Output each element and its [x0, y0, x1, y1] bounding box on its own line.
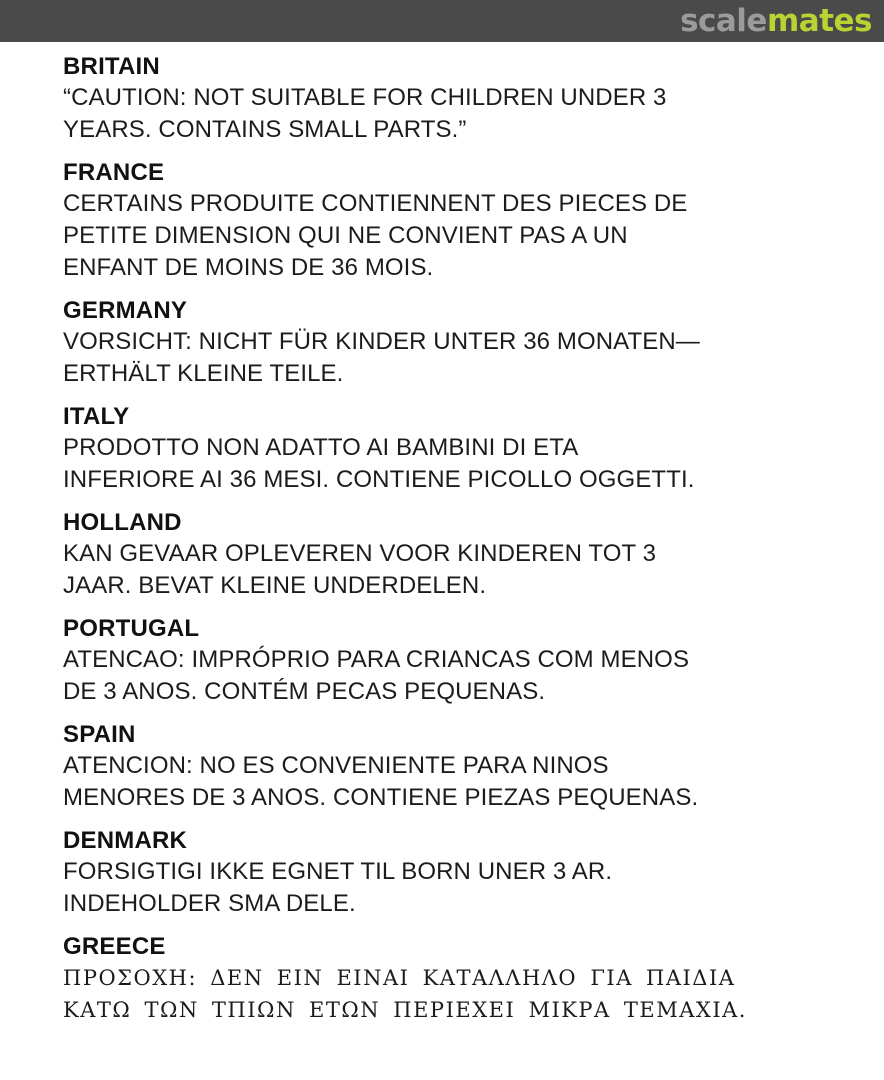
warning-line: ENFANT DE MOINS DE 36 MOIS. [63, 254, 434, 281]
warning-line: YEARS. CONTAINS SMALL PARTS.” [63, 116, 467, 143]
logo-text-mates: mates [766, 3, 872, 39]
warning-line: KAN GEVAAR OPLEVEREN VOOR KINDEREN TOT 3 [63, 540, 657, 567]
warning-line: VORSICHT: NICHT FÜR KINDER UNTER 36 MONATEN— [63, 328, 700, 355]
warning-text [63, 326, 863, 390]
country-heading: BRITAIN [63, 53, 160, 80]
warning-line: PRODOTTO NON ADATTO AI BAMBINI DI ETA [63, 434, 579, 461]
warning-line: ATENCION: NO ES CONVENIENTE PARA NINOS [63, 752, 609, 779]
warning-line: INFERIORE AI 36 MESI. CONTIENE PICOLLO OGGETTI. [63, 466, 695, 493]
warning-document [63, 52, 863, 1038]
section-portugal [63, 614, 863, 708]
section-britain [63, 52, 863, 146]
section-holland [63, 508, 863, 602]
section-denmark [63, 826, 863, 920]
section-spain [63, 720, 863, 814]
warning-line: ERTHÄLT KLEINE TEILE. [63, 360, 344, 387]
warning-line: JAAR. BEVAT KLEINE UNDERDELEN. [63, 572, 487, 599]
warning-line: ΚΑΤΩ ΤΩΝ ΤΠΙΩΝ ΕΤΩΝ ΠΕΡΙΕΧΕΙ ΜΙΚΡΑ ΤΕΜΑΧΙΑ. [63, 998, 747, 1022]
warning-line: PETITE DIMENSION QUI NE CONVIENT PAS A UN [63, 222, 628, 249]
warning-line: FORSIGTIGI IKKE EGNET TIL BORN UNER 3 AR. [63, 858, 613, 885]
header-bar [0, 0, 884, 42]
section-france [63, 158, 863, 284]
section-greece [63, 932, 863, 1026]
country-heading: HOLLAND [63, 509, 182, 536]
warning-line: ΠΡΟΣΟΧΗ: ΔΕΝ ΕΙΝ ΕΙΝΑΙ ΚΑΤΑΛΛΗΛΟ ΓΙΑ ΠΑΙΔΙΑ [63, 966, 736, 990]
section-germany [63, 296, 863, 390]
warning-text [63, 962, 863, 1026]
country-heading: PORTUGAL [63, 615, 200, 642]
warning-text [63, 750, 863, 814]
section-italy [63, 402, 863, 496]
warning-text [63, 188, 863, 284]
warning-line: “CAUTION: NOT SUITABLE FOR CHILDREN UNDER 3 [63, 84, 667, 111]
logo-text-scale: scale [680, 3, 767, 39]
warning-text [63, 82, 863, 146]
warning-line: ATENCAO: IMPRÓPRIO PARA CRIANCAS COM MENOS [63, 646, 690, 673]
warning-text [63, 644, 863, 708]
warning-text [63, 856, 863, 920]
warning-text [63, 432, 863, 496]
country-heading: GERMANY [63, 297, 188, 324]
country-heading: GREECE [63, 933, 166, 960]
country-heading: ITALY [63, 403, 130, 430]
country-heading: SPAIN [63, 721, 136, 748]
country-heading: DENMARK [63, 827, 188, 854]
scalemates-logo[interactable] [680, 3, 872, 39]
country-heading: FRANCE [63, 159, 165, 186]
warning-line: INDEHOLDER SMA DELE. [63, 890, 356, 917]
warning-line: MENORES DE 3 ANOS. CONTIENE PIEZAS PEQUENAS. [63, 784, 699, 811]
warning-text [63, 538, 863, 602]
warning-line: DE 3 ANOS. CONTÉM PECAS PEQUENAS. [63, 678, 546, 705]
warning-line: CERTAINS PRODUITE CONTIENNENT DES PIECES DE [63, 190, 688, 217]
